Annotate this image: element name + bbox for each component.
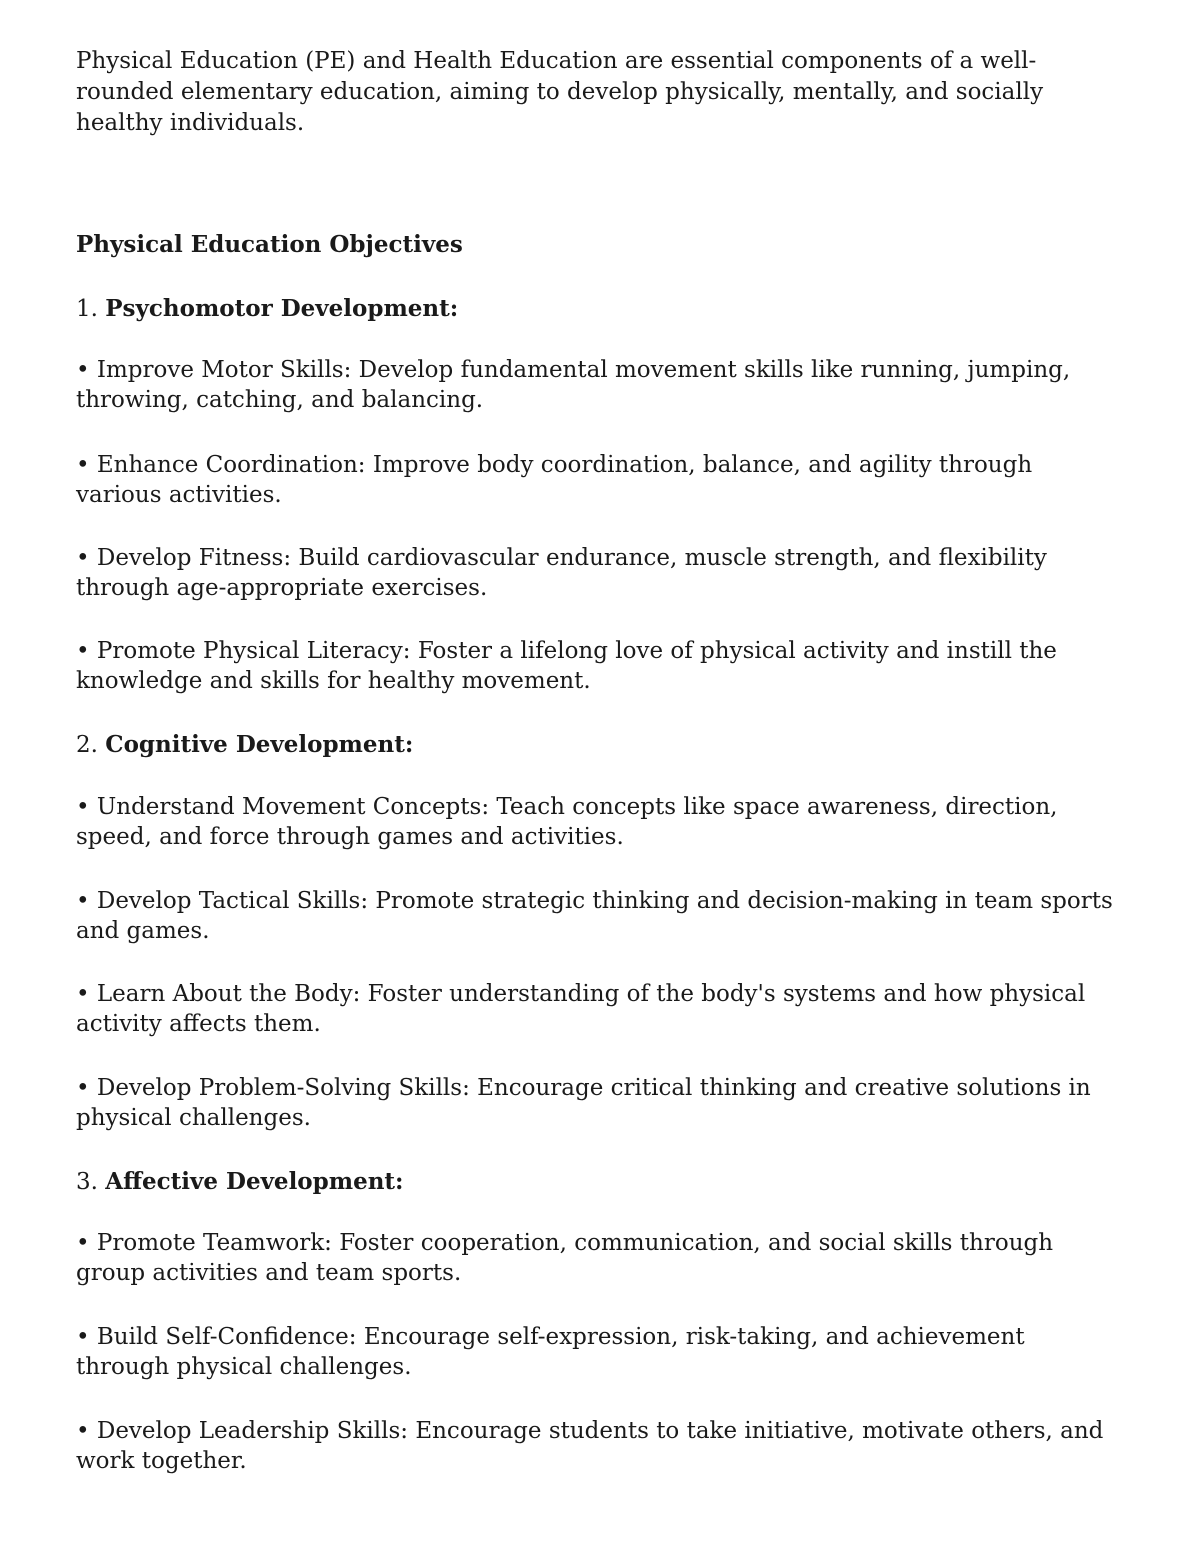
section-heading: Physical Education Objectives: [76, 231, 463, 258]
bullet-item: • Promote Physical Literacy: Foster a lifelong love of physical activity and instill the knowledge and skills for healthy movement.: [76, 638, 1057, 694]
section-2-title: [76, 729, 413, 761]
bullet-item: • Enhance Coordination: Improve body coordination, balance, and agility through various activities.: [76, 452, 1033, 508]
section-1-number: 1.: [76, 296, 98, 322]
bullet-item: • Develop Leadership Skills: Encourage students to take initiative, motivate others, and work together.: [76, 1418, 1104, 1474]
bullet-item: • Promote Teamwork: Foster cooperation, communication, and social skills through group activities and team sports.: [76, 1230, 1054, 1286]
bullet-item: • Improve Motor Skills: Develop fundamental movement skills like running, jumping, throwing, catching, and balancing.: [76, 357, 1071, 413]
bullet-item: • Develop Problem-Solving Skills: Encourage critical thinking and creative solutions in physical challenges.: [76, 1075, 1091, 1131]
section-1-title: [76, 293, 458, 325]
section-3-label: Affective Development:: [105, 1168, 404, 1195]
section-3-title: [76, 1166, 404, 1198]
section-1-label: Psychomotor Development:: [105, 295, 459, 322]
bullet-item: • Build Self-Confidence: Encourage self-expression, risk-taking, and achievement through physical challenges.: [76, 1324, 1025, 1380]
bullet-item: • Develop Tactical Skills: Promote strategic thinking and decision-making in team sports and games.: [76, 888, 1113, 944]
intro-paragraph: Physical Education (PE) and Health Education are essential components of a well-rounded elementary education, aiming to develop physically, mentally, and socially healthy individuals.: [76, 48, 1044, 136]
bullet-item: • Understand Movement Concepts: Teach concepts like space awareness, direction, speed, and force through games and activities.: [76, 794, 1058, 850]
bullet-item: • Develop Fitness: Build cardiovascular endurance, muscle strength, and flexibility through age-appropriate exercises.: [76, 545, 1047, 601]
section-2-number: 2.: [76, 732, 98, 758]
bullet-item: • Learn About the Body: Foster understanding of the body's systems and how physical activity affects them.: [76, 981, 1086, 1037]
section-3-number: 3.: [76, 1169, 98, 1195]
section-2-label: Cognitive Development:: [105, 731, 414, 758]
